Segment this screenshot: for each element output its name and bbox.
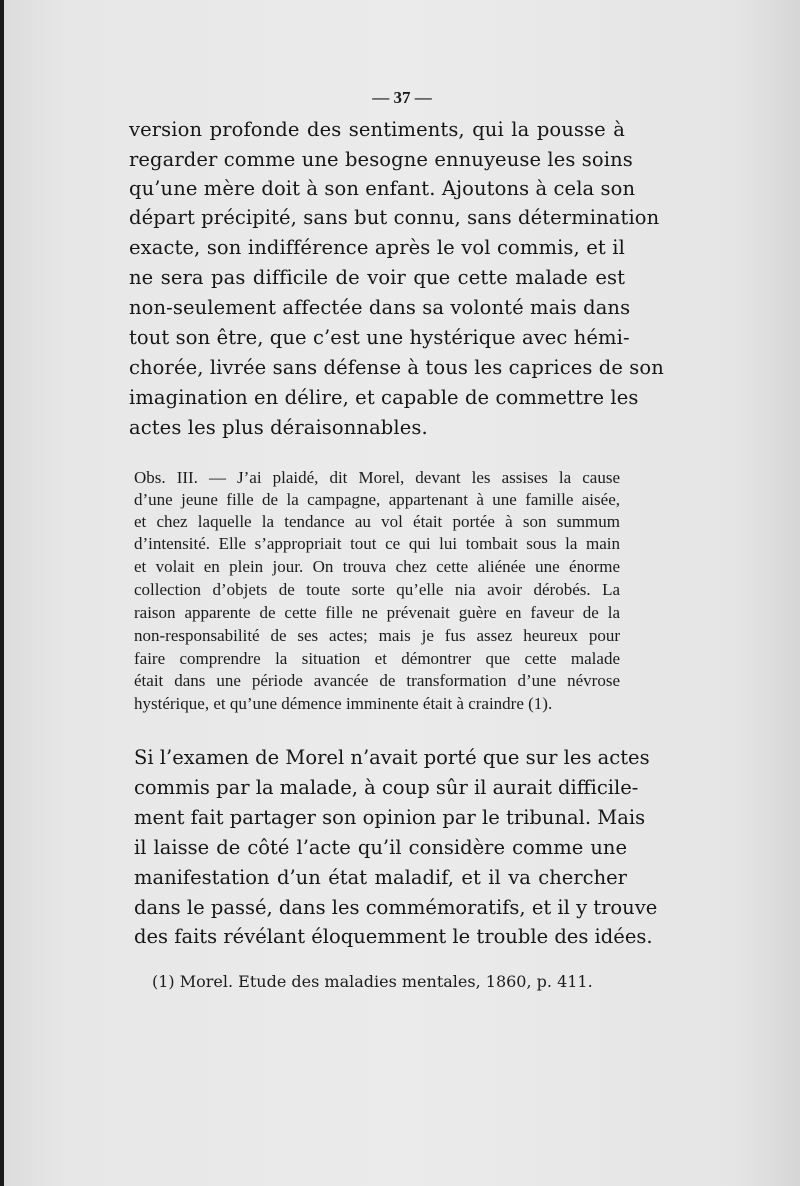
observation-line: d’une jeune fille de la campagne, appartenant à une famille aisée, <box>134 490 620 509</box>
text-line: tout son être, que c’est une hystérique avec hémi- <box>129 326 630 349</box>
observation-line: collection d’objets de toute sorte qu’elle nia avoir dérobés. La <box>134 580 620 599</box>
observation-line: d’intensité. Elle s’appropriait tout ce qui lui tombait sous la main <box>134 534 620 553</box>
observation-line: raison apparente de cette fille ne prévenait guère en faveur de la <box>134 603 620 622</box>
observation-line: faire comprendre la situation et démontrer que cette malade <box>134 649 620 668</box>
text-line: des faits révélant éloquemment le trouble des idées. <box>134 925 653 948</box>
observation-line: et chez laquelle la tendance au vol était portée à son summum <box>134 512 620 531</box>
observation-line: Obs. III. — J’ai plaidé, dit Morel, devant les assises la cause <box>134 468 620 487</box>
text-line: non-seulement affectée dans sa volonté mais dans <box>129 296 631 319</box>
text-line: dans le passé, dans les commémoratifs, et il y trouve <box>134 896 658 919</box>
footnote: (1) Morel. Etude des maladies mentales, 1860, p. 411. <box>152 972 593 991</box>
text-line: ne sera pas difficile de voir que cette malade est <box>129 266 625 289</box>
text-line: regarder comme une besogne ennuyeuse les soins <box>129 148 633 171</box>
text-line: version profonde des sentiments, qui la pousse à <box>129 118 625 141</box>
text-line: chorée, livrée sans défense à tous les caprices de son <box>129 356 664 379</box>
text-line: qu’une mère doit à son enfant. Ajoutons à cela son <box>129 177 636 200</box>
page-number: — 37 — <box>372 88 432 107</box>
observation-line: non-responsabilité de ses actes; mais je fus assez heureux pour <box>134 626 620 645</box>
observation-line: et volait en plein jour. On trouva chez cette aliénée une énorme <box>134 557 620 576</box>
observation-line: hystérique, et qu’une démence imminente était à craindre (1). <box>134 694 553 713</box>
text-line: actes les plus déraisonnables. <box>129 416 428 439</box>
text-line: exacte, son indifférence après le vol commis, et il <box>129 236 625 259</box>
text-line: Si l’examen de Morel n’avait porté que sur les actes <box>134 746 650 769</box>
text-line: commis par la malade, à coup sûr il aurait difficile- <box>134 776 639 799</box>
text-line: ment fait partager son opinion par le tribunal. Mais <box>134 806 646 829</box>
observation-line: était dans une période avancée de transformation d’une névrose <box>134 671 620 690</box>
text-line: départ précipité, sans but connu, sans détermination <box>129 206 660 229</box>
text-line: imagination en délire, et capable de commettre les <box>129 386 639 409</box>
text-line: il laisse de côté l’acte qu’il considère comme une <box>134 836 627 859</box>
text-line: manifestation d’un état maladif, et il va chercher <box>134 866 627 889</box>
book-page <box>4 0 800 1186</box>
